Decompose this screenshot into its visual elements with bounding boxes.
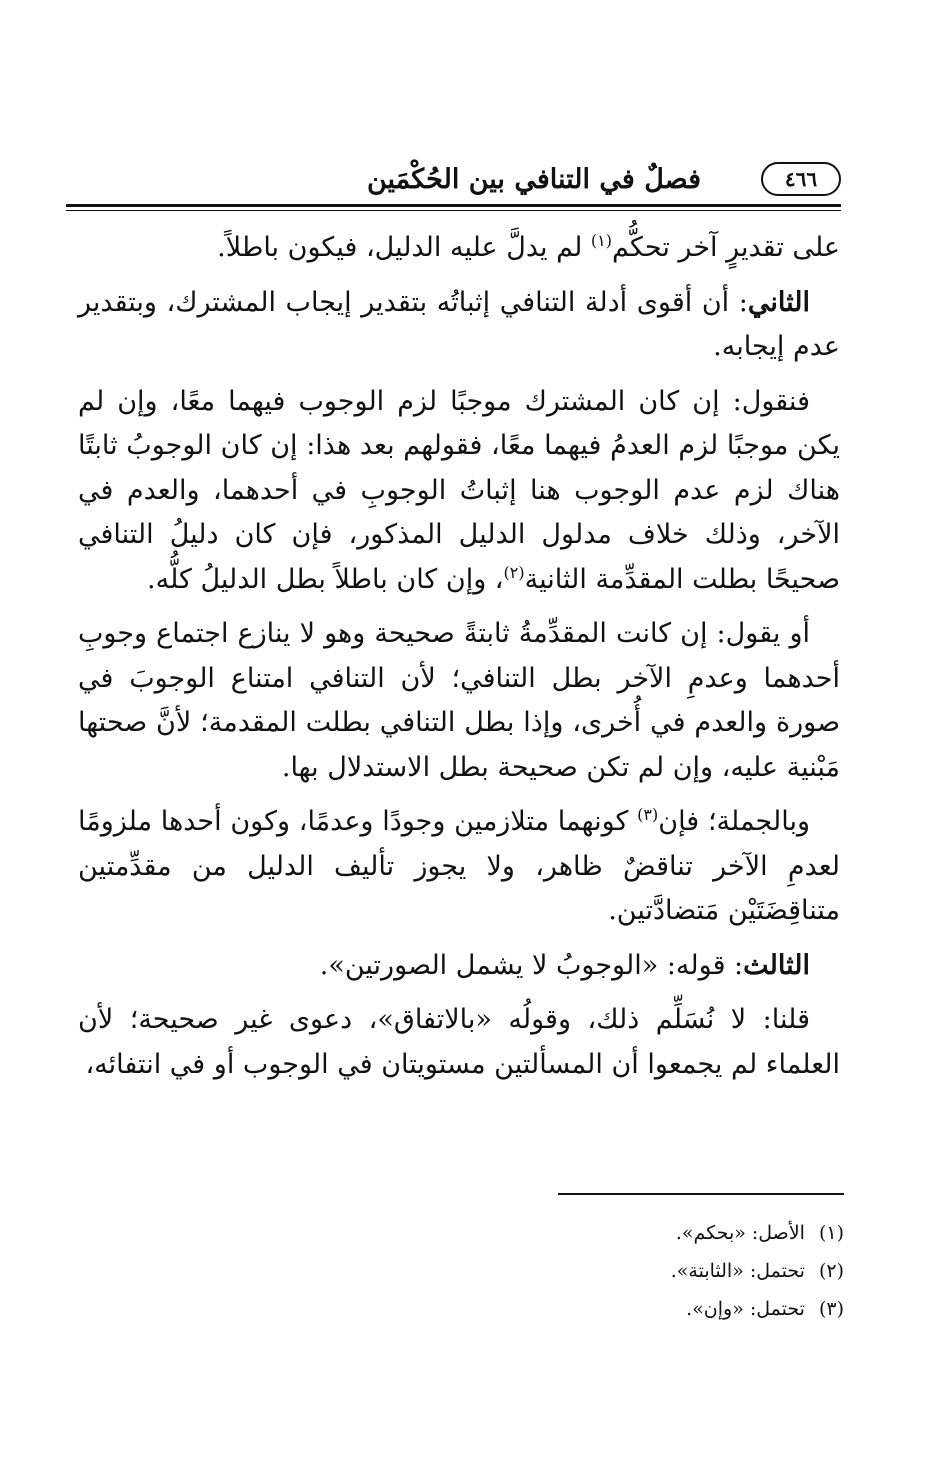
- header-rule-thin: [66, 210, 841, 211]
- paragraph: [78, 281, 840, 370]
- paragraph-text: فنقول: إن كان المشترك موجبًا لزم الوجوب فيهما معًا، وإن لم يكن موجبًا لزم العدمُ فيهما معًا، فقولهم بعد هذا: إن كان الوجوبُ ثابتًا هناك لزم عدم الوجوب هنا إثباتُ الوجوبِ في أحدهما، والعدم في الآخر، وذلك خلاف مدلول الدليل المذكور، فإن كان دليلُ التنافي صحيحًا بطلت المقدِّمة الثانية: [78, 385, 840, 595]
- paragraph-lead: الثاني: [747, 286, 810, 318]
- page-header: [66, 156, 841, 210]
- header-rule: [66, 204, 841, 207]
- paragraph-text-cont: ، وإن كان باطلاً بطل الدليلُ كلُّه.: [147, 563, 504, 595]
- footnote-text: الأصل: «بحكم».: [675, 1222, 805, 1244]
- footnote: [344, 1290, 844, 1328]
- paragraph-text: : قوله: «الوجوبُ لا يشمل الصورتين».: [319, 949, 744, 981]
- paragraph-lead: الثالث: [743, 949, 810, 981]
- footnote-text: تحتمل: «الثابتة».: [670, 1260, 805, 1282]
- paragraph: [78, 380, 840, 603]
- footnotes: [344, 1214, 844, 1328]
- paragraph-text: قلنا: لا نُسَلِّم ذلك، وقولُه «بالاتفاق»، دعوى غير صحيحة؛ لأن العلماء لم يجمعوا أن المسألتين مستويتان في الوجوب أو في انتفائه،: [78, 1004, 840, 1080]
- paragraph-text: أو يقول: إن كانت المقدِّمةُ ثابتةً صحيحة وهو لا ينازع اجتماع وجوبِ أحدهما وعدمِ الآخر بطل التنافي؛ لأن التنافي امتناع الوجوبَ في صورة والعدم في أُخرى، وإذا بطل التنافي بطلت المقدمة؛ لأنَّ صحتها مَبْنية عليه، وإن لم تكن صحيحة بطل الاستدلال بها.: [78, 618, 840, 783]
- paragraph: [78, 998, 840, 1087]
- footnote-number: (٢): [818, 1260, 844, 1282]
- paragraph: [78, 612, 840, 790]
- footnote-ref: (٢): [503, 562, 525, 582]
- footnote: [344, 1252, 844, 1290]
- paragraph: [78, 226, 840, 271]
- paragraph-text-cont: لم يدلَّ عليه الدليل، فيكون باطلاً.: [217, 232, 591, 263]
- footnote: [344, 1214, 844, 1252]
- paragraph: [78, 800, 840, 934]
- paragraph: [78, 944, 840, 989]
- footnote-separator: [558, 1193, 844, 1195]
- paragraph-text-cont: كونهما متلازمين وجودًا وعدمًا، وكون أحدها ملزومًا لعدمِ الآخر تناقضٌ ظاهر، ولا يجوز تأليف الدليل من مقدِّمتين متناقِضَتَيْن مَتضادَّتين.: [78, 806, 840, 926]
- footnote-text: تحتمل: «وإن».: [686, 1298, 805, 1320]
- footnote-ref: (٣): [637, 805, 659, 824]
- paragraph-text: : أن أقوى أدلة التنافي إثباتُه بتقدير إيجاب المشترك، وبتقدير عدم إيجابه.: [78, 286, 840, 362]
- page-number: ٤٦٦: [761, 162, 841, 196]
- paragraph-text: وبالجملة؛ فإن: [658, 806, 810, 837]
- footnote-number: (١): [818, 1222, 844, 1244]
- main-text: [78, 226, 840, 1097]
- running-title: فصلٌ في التنافي بين الحُكْمَين: [366, 164, 701, 195]
- paragraph-text: على تقديرٍ آخر تحكُّم: [612, 232, 840, 263]
- footnote-number: (٣): [818, 1298, 844, 1320]
- footnote-ref: (١): [590, 231, 613, 250]
